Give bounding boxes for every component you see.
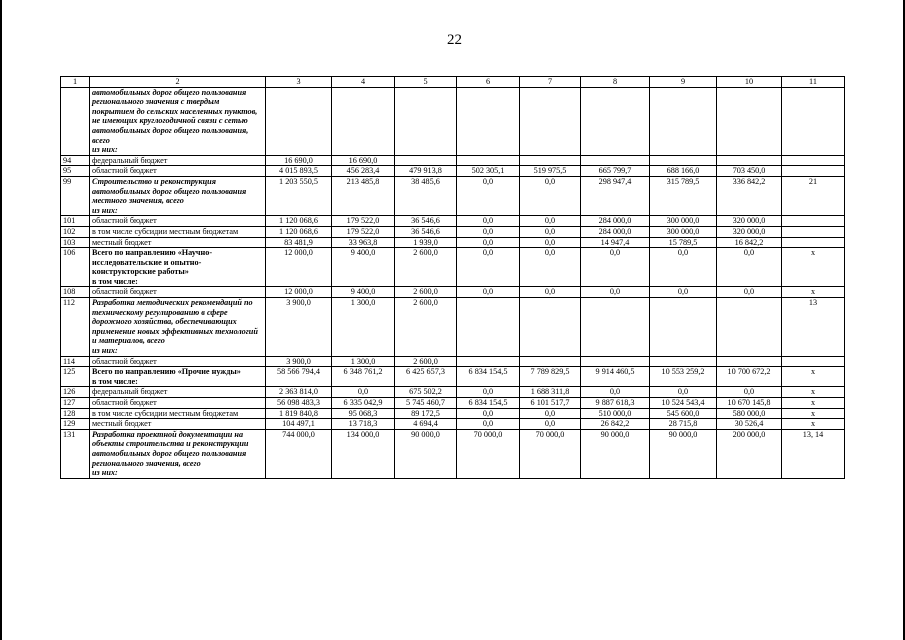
- value-cell: 0,0: [520, 216, 581, 227]
- row-description: областной бюджет: [90, 216, 266, 227]
- value-cell: 0,0: [457, 408, 520, 419]
- value-cell: [520, 155, 581, 166]
- value-cell: [717, 356, 782, 367]
- table-row: [61, 298, 845, 357]
- row-note-cell: х: [782, 367, 845, 387]
- row-description: Строительство и реконструкция автомобильных дорог общего пользования местного значения, всего из них:: [90, 176, 266, 215]
- value-cell: 688 166,0: [650, 166, 717, 177]
- value-cell: 0,0: [650, 287, 717, 298]
- row-note-cell: 13, 14: [782, 429, 845, 478]
- row-number: 95: [61, 166, 90, 177]
- value-cell: 58 566 794,4: [266, 367, 332, 387]
- row-description: местный бюджет: [90, 237, 266, 248]
- value-cell: [457, 87, 520, 155]
- value-cell: 0,0: [581, 248, 650, 287]
- value-cell: [395, 87, 457, 155]
- column-header: 1: [61, 77, 90, 88]
- value-cell: 70 000,0: [457, 429, 520, 478]
- value-cell: 179 522,0: [332, 216, 395, 227]
- row-description: Разработка методических рекомендаций по техническому регулированию в сфере дорожного хозяйства, обеспечивающих применение новых эффективных технологий и материалов, всего из них:: [90, 298, 266, 357]
- value-cell: 665 799,7: [581, 166, 650, 177]
- value-cell: 15 789,5: [650, 237, 717, 248]
- value-cell: 298 947,4: [581, 176, 650, 215]
- value-cell: [520, 356, 581, 367]
- value-cell: 9 887 618,3: [581, 398, 650, 409]
- value-cell: 0,0: [332, 387, 395, 398]
- value-cell: 0,0: [520, 237, 581, 248]
- value-cell: [332, 87, 395, 155]
- column-header: 4: [332, 77, 395, 88]
- row-note-cell: х: [782, 419, 845, 430]
- row-number: 128: [61, 408, 90, 419]
- row-number: 94: [61, 155, 90, 166]
- table-row: [61, 216, 845, 227]
- value-cell: 5 745 460,7: [395, 398, 457, 409]
- row-number: 114: [61, 356, 90, 367]
- value-cell: 0,0: [457, 248, 520, 287]
- value-cell: 0,0: [717, 387, 782, 398]
- value-cell: [457, 356, 520, 367]
- value-cell: 0,0: [520, 226, 581, 237]
- row-description: областной бюджет: [90, 166, 266, 177]
- value-cell: 14 947,4: [581, 237, 650, 248]
- table-row: [61, 419, 845, 430]
- row-number: 108: [61, 287, 90, 298]
- row-description: автомобильных дорог общего пользования регионального значения с твердым покрытием до сельских населенных пунктов, не имеющих круглогодичной связи с сетью автомобильных дорог общего пользования, всего из них:: [90, 87, 266, 155]
- column-header: 9: [650, 77, 717, 88]
- value-cell: 2 600,0: [395, 356, 457, 367]
- row-number: 102: [61, 226, 90, 237]
- row-number: 125: [61, 367, 90, 387]
- value-cell: 545 600,0: [650, 408, 717, 419]
- value-cell: 6 101 517,7: [520, 398, 581, 409]
- row-note-cell: [782, 237, 845, 248]
- value-cell: [650, 155, 717, 166]
- value-cell: 2 600,0: [395, 287, 457, 298]
- column-header: 10: [717, 77, 782, 88]
- column-header: 8: [581, 77, 650, 88]
- table-row: [61, 429, 845, 478]
- value-cell: 0,0: [520, 287, 581, 298]
- value-cell: [650, 87, 717, 155]
- value-cell: 6 335 042,9: [332, 398, 395, 409]
- row-description: областной бюджет: [90, 398, 266, 409]
- value-cell: 10 553 259,2: [650, 367, 717, 387]
- row-note-cell: х: [782, 408, 845, 419]
- value-cell: [717, 87, 782, 155]
- table-row: [61, 237, 845, 248]
- value-cell: [581, 356, 650, 367]
- value-cell: 104 497,1: [266, 419, 332, 430]
- value-cell: 1 120 068,6: [266, 216, 332, 227]
- value-cell: 90 000,0: [650, 429, 717, 478]
- row-description: федеральный бюджет: [90, 387, 266, 398]
- value-cell: 12 000,0: [266, 248, 332, 287]
- value-cell: 456 283,4: [332, 166, 395, 177]
- value-cell: [717, 155, 782, 166]
- value-cell: 28 715,8: [650, 419, 717, 430]
- value-cell: [520, 298, 581, 357]
- value-cell: 90 000,0: [581, 429, 650, 478]
- value-cell: 9 400,0: [332, 287, 395, 298]
- value-cell: [581, 155, 650, 166]
- table-row: [61, 398, 845, 409]
- table-row: [61, 166, 845, 177]
- row-note-cell: 21: [782, 176, 845, 215]
- value-cell: 3 900,0: [266, 356, 332, 367]
- value-cell: 2 600,0: [395, 298, 457, 357]
- value-cell: 70 000,0: [520, 429, 581, 478]
- value-cell: 300 000,0: [650, 226, 717, 237]
- value-cell: 30 526,4: [717, 419, 782, 430]
- column-header: 7: [520, 77, 581, 88]
- value-cell: [717, 298, 782, 357]
- value-cell: 744 000,0: [266, 429, 332, 478]
- value-cell: [520, 87, 581, 155]
- value-cell: 179 522,0: [332, 226, 395, 237]
- value-cell: 300 000,0: [650, 216, 717, 227]
- value-cell: [650, 298, 717, 357]
- value-cell: 320 000,0: [717, 216, 782, 227]
- value-cell: 16 842,2: [717, 237, 782, 248]
- value-cell: 16 690,0: [266, 155, 332, 166]
- value-cell: 502 305,1: [457, 166, 520, 177]
- table-row: [61, 248, 845, 287]
- column-header: 5: [395, 77, 457, 88]
- table-row: [61, 155, 845, 166]
- row-description: Разработка проектной документации на объекты строительства и реконструкции автомобильных дорог общего пользования регионального значения, всего из них:: [90, 429, 266, 478]
- row-note-cell: [782, 166, 845, 177]
- column-header: 6: [457, 77, 520, 88]
- value-cell: 510 000,0: [581, 408, 650, 419]
- table-row: [61, 87, 845, 155]
- value-cell: 3 900,0: [266, 298, 332, 357]
- row-description: федеральный бюджет: [90, 155, 266, 166]
- row-number: 103: [61, 237, 90, 248]
- value-cell: [581, 298, 650, 357]
- value-cell: 213 485,8: [332, 176, 395, 215]
- column-header: 3: [266, 77, 332, 88]
- value-cell: 479 913,8: [395, 166, 457, 177]
- row-number: [61, 87, 90, 155]
- row-note-cell: х: [782, 398, 845, 409]
- value-cell: 10 700 672,2: [717, 367, 782, 387]
- budget-table: [60, 76, 845, 479]
- value-cell: 0,0: [520, 408, 581, 419]
- value-cell: 1 939,0: [395, 237, 457, 248]
- row-number: 99: [61, 176, 90, 215]
- value-cell: 26 842,2: [581, 419, 650, 430]
- value-cell: 1 300,0: [332, 298, 395, 357]
- value-cell: 38 485,6: [395, 176, 457, 215]
- value-cell: 1 120 068,6: [266, 226, 332, 237]
- value-cell: 580 000,0: [717, 408, 782, 419]
- value-cell: 10 670 145,8: [717, 398, 782, 409]
- row-note-cell: [782, 87, 845, 155]
- value-cell: 6 834 154,5: [457, 398, 520, 409]
- value-cell: 0,0: [457, 287, 520, 298]
- value-cell: 90 000,0: [395, 429, 457, 478]
- table-row: [61, 408, 845, 419]
- value-cell: 9 400,0: [332, 248, 395, 287]
- value-cell: 0,0: [650, 248, 717, 287]
- value-cell: [266, 87, 332, 155]
- value-cell: 83 481,9: [266, 237, 332, 248]
- value-cell: 0,0: [457, 216, 520, 227]
- value-cell: 134 000,0: [332, 429, 395, 478]
- value-cell: 9 914 460,5: [581, 367, 650, 387]
- value-cell: 6 425 657,3: [395, 367, 457, 387]
- value-cell: 0,0: [457, 226, 520, 237]
- row-number: 129: [61, 419, 90, 430]
- value-cell: 6 834 154,5: [457, 367, 520, 387]
- row-description: в том числе субсидии местным бюджетам: [90, 226, 266, 237]
- value-cell: 0,0: [457, 237, 520, 248]
- value-cell: 0,0: [457, 419, 520, 430]
- row-number: 106: [61, 248, 90, 287]
- value-cell: 0,0: [457, 387, 520, 398]
- table-row: [61, 387, 845, 398]
- table-row: [61, 176, 845, 215]
- value-cell: 10 524 543,4: [650, 398, 717, 409]
- table-row: [61, 356, 845, 367]
- row-number: 127: [61, 398, 90, 409]
- value-cell: 6 348 761,2: [332, 367, 395, 387]
- value-cell: 675 502,2: [395, 387, 457, 398]
- row-note-cell: 13: [782, 298, 845, 357]
- value-cell: 12 000,0: [266, 287, 332, 298]
- value-cell: 95 068,3: [332, 408, 395, 419]
- value-cell: 2 363 814,0: [266, 387, 332, 398]
- value-cell: 1 203 550,5: [266, 176, 332, 215]
- value-cell: [581, 87, 650, 155]
- value-cell: 284 000,0: [581, 216, 650, 227]
- value-cell: 703 450,0: [717, 166, 782, 177]
- value-cell: 0,0: [581, 387, 650, 398]
- value-cell: 36 546,6: [395, 216, 457, 227]
- value-cell: 284 000,0: [581, 226, 650, 237]
- value-cell: 0,0: [457, 176, 520, 215]
- value-cell: 0,0: [650, 387, 717, 398]
- value-cell: 200 000,0: [717, 429, 782, 478]
- row-note-cell: [782, 216, 845, 227]
- table-row: [61, 226, 845, 237]
- row-note-cell: х: [782, 287, 845, 298]
- table-row: [61, 367, 845, 387]
- column-header: 11: [782, 77, 845, 88]
- value-cell: [457, 155, 520, 166]
- row-note-cell: х: [782, 387, 845, 398]
- value-cell: 315 789,5: [650, 176, 717, 215]
- value-cell: 0,0: [717, 248, 782, 287]
- value-cell: 2 600,0: [395, 248, 457, 287]
- row-note-cell: [782, 226, 845, 237]
- page-number: 22: [447, 32, 462, 48]
- column-header: 2: [90, 77, 266, 88]
- value-cell: 0,0: [520, 248, 581, 287]
- header-row: [61, 77, 845, 88]
- value-cell: 0,0: [520, 419, 581, 430]
- value-cell: 36 546,6: [395, 226, 457, 237]
- row-number: 131: [61, 429, 90, 478]
- value-cell: 0,0: [717, 287, 782, 298]
- row-note-cell: [782, 155, 845, 166]
- value-cell: 0,0: [581, 287, 650, 298]
- value-cell: 1 300,0: [332, 356, 395, 367]
- value-cell: [457, 298, 520, 357]
- value-cell: 33 963,8: [332, 237, 395, 248]
- value-cell: 1 688 311,8: [520, 387, 581, 398]
- row-note-cell: [782, 356, 845, 367]
- value-cell: 4 694,4: [395, 419, 457, 430]
- value-cell: 1 819 840,8: [266, 408, 332, 419]
- value-cell: 89 172,5: [395, 408, 457, 419]
- row-description: Всего по направлению «Прочие нужды» в том числе:: [90, 367, 266, 387]
- value-cell: 13 718,3: [332, 419, 395, 430]
- value-cell: 7 789 829,5: [520, 367, 581, 387]
- row-description: областной бюджет: [90, 356, 266, 367]
- value-cell: 320 000,0: [717, 226, 782, 237]
- value-cell: 4 015 893,5: [266, 166, 332, 177]
- row-description: местный бюджет: [90, 419, 266, 430]
- value-cell: 519 975,5: [520, 166, 581, 177]
- row-number: 112: [61, 298, 90, 357]
- row-description: областной бюджет: [90, 287, 266, 298]
- row-description: Всего по направлению «Научно-исследовательские и опытно-конструкторские работы» в том числе:: [90, 248, 266, 287]
- value-cell: [650, 356, 717, 367]
- value-cell: 56 098 483,3: [266, 398, 332, 409]
- row-description: в том числе субсидии местным бюджетам: [90, 408, 266, 419]
- row-number: 126: [61, 387, 90, 398]
- value-cell: 0,0: [520, 176, 581, 215]
- table-row: [61, 287, 845, 298]
- value-cell: [395, 155, 457, 166]
- value-cell: 336 842,2: [717, 176, 782, 215]
- value-cell: 16 690,0: [332, 155, 395, 166]
- row-number: 101: [61, 216, 90, 227]
- row-note-cell: х: [782, 248, 845, 287]
